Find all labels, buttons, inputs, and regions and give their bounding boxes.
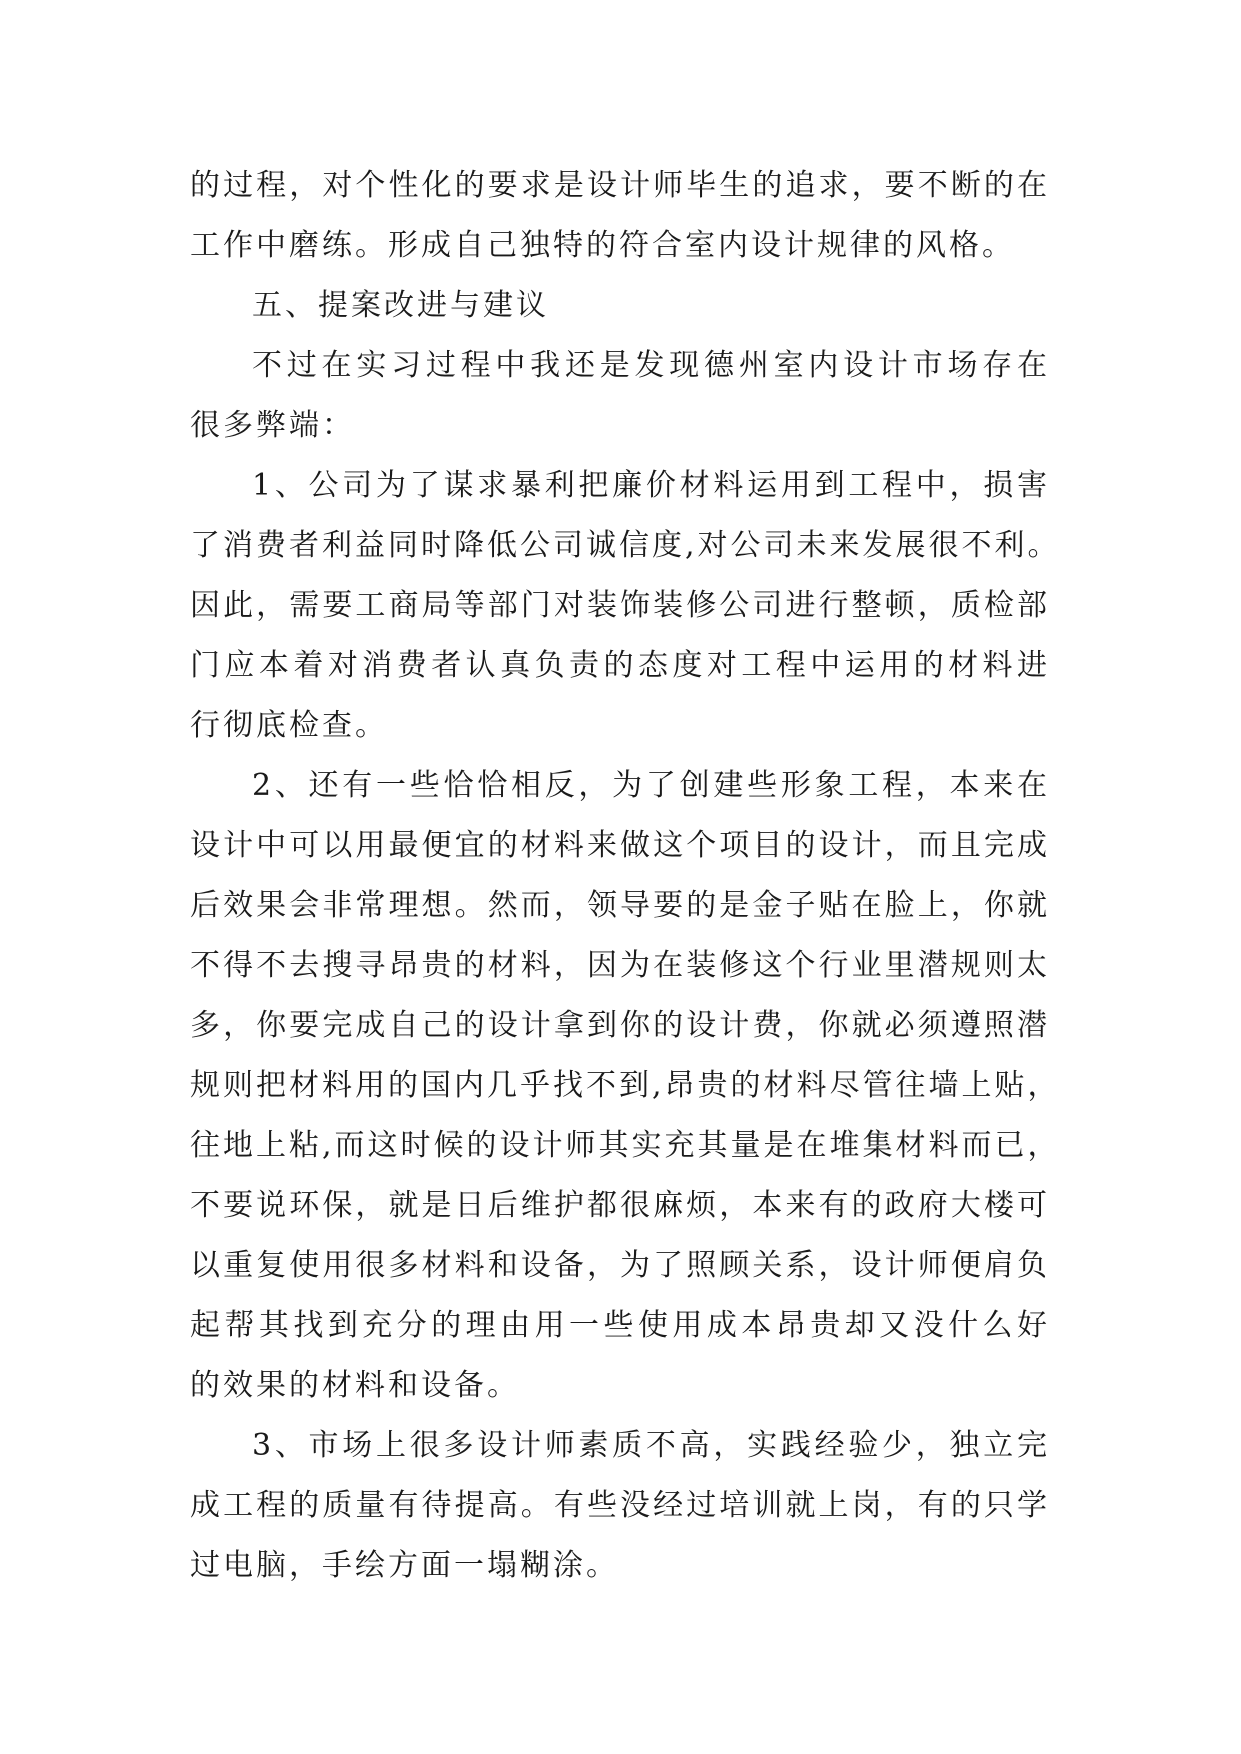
section-heading: 五、提案改进与建议 (252, 288, 549, 323)
paragraph-line: 很多弊端： (190, 408, 355, 443)
paragraph-line: 门应本着对消费者认真负责的态度对工程中运用的材料进 (190, 648, 1050, 683)
paragraph-line: 不要说环保，就是日后维护都很麻烦，本来有的政府大楼可 (190, 1188, 1050, 1223)
paragraph-line: 工作中磨练。形成自己独特的符合室内设计规律的风格。 (190, 228, 1015, 263)
paragraph-line: 成工程的质量有待提高。有些没经过培训就上岗，有的只学 (190, 1488, 1050, 1523)
list-item-line: 3、市场上很多设计师素质不高，实践经验少，独立完 (252, 1428, 1050, 1463)
paragraph-line: 因此，需要工商局等部门对装饰装修公司进行整顿，质检部 (190, 588, 1050, 623)
paragraph-line: 往地上粘,而这时候的设计师其实充其量是在堆集材料而已， (190, 1128, 1061, 1163)
paragraph-line: 设计中可以用最便宜的材料来做这个项目的设计，而且完成 (190, 828, 1050, 863)
list-item-line: 2、还有一些恰恰相反，为了创建些形象工程，本来在 (252, 768, 1050, 803)
paragraph-line: 不过在实习过程中我还是发现德州室内设计市场存在 (252, 348, 1050, 383)
paragraph-line: 不得不去搜寻昂贵的材料，因为在装修这个行业里潜规则太 (190, 948, 1050, 983)
paragraph-line: 多，你要完成自己的设计拿到你的设计费，你就必须遵照潜 (190, 1008, 1050, 1043)
paragraph-line: 行彻底检查。 (190, 708, 388, 743)
paragraph-line: 规则把材料用的国内几乎找不到,昂贵的材料尽管往墙上贴， (190, 1068, 1061, 1103)
paragraph-line: 过电脑，手绘方面一塌糊涂。 (190, 1548, 619, 1583)
paragraph-line: 以重复使用很多材料和设备，为了照顾关系，设计师便肩负 (190, 1248, 1050, 1283)
paragraph-line: 的过程，对个性化的要求是设计师毕生的追求，要不断的在 (190, 168, 1050, 203)
paragraph-line: 后效果会非常理想。然而，领导要的是金子贴在脸上，你就 (190, 888, 1050, 923)
list-item-line: 1、公司为了谋求暴利把廉价材料运用到工程中，损害 (252, 468, 1050, 503)
paragraph-line: 起帮其找到充分的理由用一些使用成本昂贵却又没什么好 (190, 1308, 1050, 1343)
paragraph-line: 的效果的材料和设备。 (190, 1368, 520, 1403)
paragraph-line: 了消费者利益同时降低公司诚信度,对公司未来发展很不利。 (190, 528, 1061, 563)
document-body (190, 156, 1061, 1596)
